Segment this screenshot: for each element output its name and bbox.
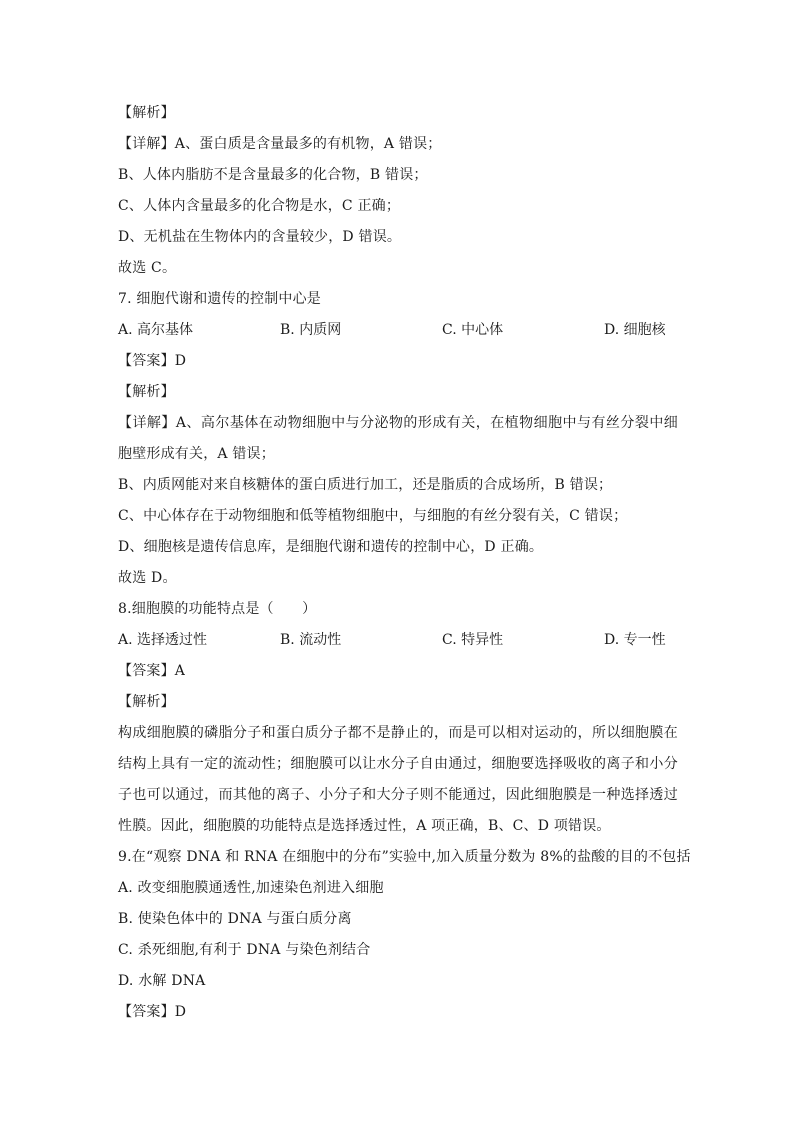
question-7-stem: 7. 细胞代谢和遗传的控制中心是 [118, 291, 322, 307]
question-8-answer: 【答案】A [118, 663, 186, 679]
choice-line: 故选 C。 [118, 260, 177, 276]
document-page [118, 98, 691, 1028]
question-9-option-b: B. 使染色体中的 DNA 与蛋白质分离 [118, 911, 352, 927]
question-8-analysis-text: 构成细胞膜的磷脂分子和蛋白质分子都不是静止的，而是可以相对运动的，所以细胞膜在结构上具有一定的流动性；细胞膜可以让水分子自由通过，细胞要选择吸收的离子和小分子也可以通过，而其他的离子、小分子和大分子则不能通过，因此细胞膜是一种选择透过性膜。因此，细胞膜的功能特点是选择透过性，A 项正确，B、C、D 项错误。 [118, 725, 678, 834]
question-8-options [118, 625, 678, 656]
question-9-option-d: D. 水解 DNA [118, 973, 206, 989]
option-d: D. 细胞核 [604, 322, 666, 338]
option-a: A. 高尔基体 [118, 322, 194, 338]
question-9-answer: 【答案】D [118, 1004, 187, 1020]
option-a: A. 选择透过性 [118, 632, 208, 648]
question-9-stem: 9.在“观察 DNA 和 RNA 在细胞中的分布”实验中,加入质量分数为 8%的盐酸的目的不包括 [118, 849, 691, 865]
question-7-analysis-heading: 【解析】 [118, 384, 175, 400]
question-8-stem: 8.细胞膜的功能特点是（ ） [118, 601, 317, 617]
question-7-options [118, 315, 678, 346]
analysis-heading: 【解析】 [118, 105, 175, 121]
question-7-detail-b: B、内质网能对来自核糖体的蛋白质进行加工，还是脂质的合成场所，B 错误； [118, 477, 613, 493]
detail-line: B、人体内脂肪不是含量最多的化合物，B 错误； [118, 167, 428, 183]
question-7-detail-c: C、中心体存在于动物细胞和低等植物细胞中，与细胞的有丝分裂有关，C 错误； [118, 508, 628, 524]
detail-line: 【详解】A、蛋白质是含量最多的有机物，A 错误； [118, 136, 442, 152]
option-c: C. 特异性 [442, 632, 504, 648]
option-b: B. 内质网 [280, 322, 342, 338]
question-7-choice: 故选 D。 [118, 570, 177, 586]
option-b: B. 流动性 [280, 632, 342, 648]
question-7-detail-a: 【详解】A、高尔基体在动物细胞中与分泌物的形成有关，在植物细胞中与有丝分裂中细胞壁形成有关，A 错误； [118, 415, 678, 462]
question-7-answer: 【答案】D [118, 353, 187, 369]
option-d: D. 专一性 [604, 632, 666, 648]
question-8-analysis-heading: 【解析】 [118, 694, 175, 710]
question-9-option-a: A. 改变细胞膜通透性,加速染色剂进入细胞 [118, 880, 384, 896]
question-9-option-c: C. 杀死细胞,有利于 DNA 与染色剂结合 [118, 942, 371, 958]
question-7-detail-d: D、细胞核是遗传信息库，是细胞代谢和遗传的控制中心，D 正确。 [118, 539, 544, 555]
detail-line: C、人体内含量最多的化合物是水，C 正确； [118, 198, 401, 214]
detail-line: D、无机盐在生物体内的含量较少，D 错误。 [118, 229, 402, 245]
option-c: C. 中心体 [442, 322, 504, 338]
